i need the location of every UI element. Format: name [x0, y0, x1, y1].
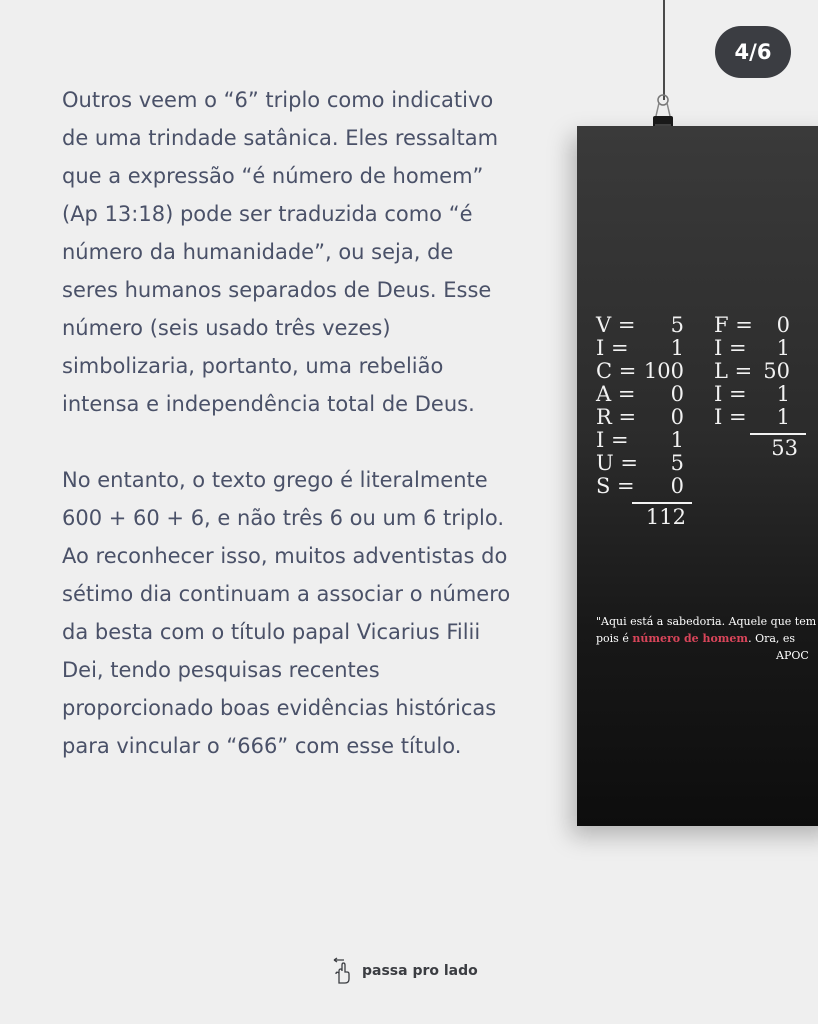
calc-row: I = 1 [714, 382, 790, 406]
hanging-string [663, 0, 665, 100]
calc-row: R = 0 [596, 405, 684, 429]
calc-row: U = 5 [596, 451, 684, 475]
calc-row: I = 1 [714, 405, 790, 429]
vicarius-calculation [596, 314, 696, 529]
quote-reference: APOC [776, 649, 809, 662]
calc-row: V = 5 [596, 313, 684, 337]
calc-total: 53 [771, 436, 798, 460]
swipe-label: passa pro lado [362, 963, 478, 979]
swipe-hand-icon [332, 957, 352, 985]
calc-row: F = 0 [714, 313, 790, 337]
paragraph-1: Outros veem o “6” triplo como indicativo de uma trindade satânica. Eles ressaltam que a expressão “é número de homem” (Ap 13:18) pode ser traduzida como “é número da humanidade”, ou seja, de seres humanos separados de Deus. Esse número (seis usado três vezes) simbolizaria, portanto, uma rebelião intensa e independência total de Deus. [62, 88, 499, 416]
swipe-hint[interactable] [332, 956, 478, 986]
article-body [62, 81, 512, 803]
sum-rule [632, 502, 692, 504]
page-counter-badge: 4/6 [715, 26, 791, 78]
filii-dei-calculation [714, 314, 804, 460]
calc-total: 112 [645, 505, 686, 529]
sum-rule [750, 433, 806, 435]
calc-row: I = 1 [596, 336, 684, 360]
calc-row: I = 1 [714, 336, 790, 360]
poster-image [577, 126, 818, 826]
quote-highlight: número de homem [632, 632, 749, 645]
calc-row: A = 0 [596, 382, 684, 406]
calc-row: L = 50 [714, 359, 790, 383]
paragraph-2: No entanto, o texto grego é literalmente 600 + 60 + 6, e não três 6 ou um 6 triplo. Ao reconhecer isso, muitos adventistas do sétimo dia continuam a associar o número da besta com o título papal Vicarius Filii Dei, tendo pesquisas recentes proporcionado boas evidências históricas para vincular o “666” com esse título. [62, 468, 511, 758]
revelation-quote: "Aqui está a sabedoria. Aquele que tem pois é número de homem. Ora, es APOC [596, 613, 818, 664]
calc-row: I = 1 [596, 428, 684, 452]
calc-row: C = 100 [596, 359, 684, 383]
calc-row: S = 0 [596, 474, 684, 498]
